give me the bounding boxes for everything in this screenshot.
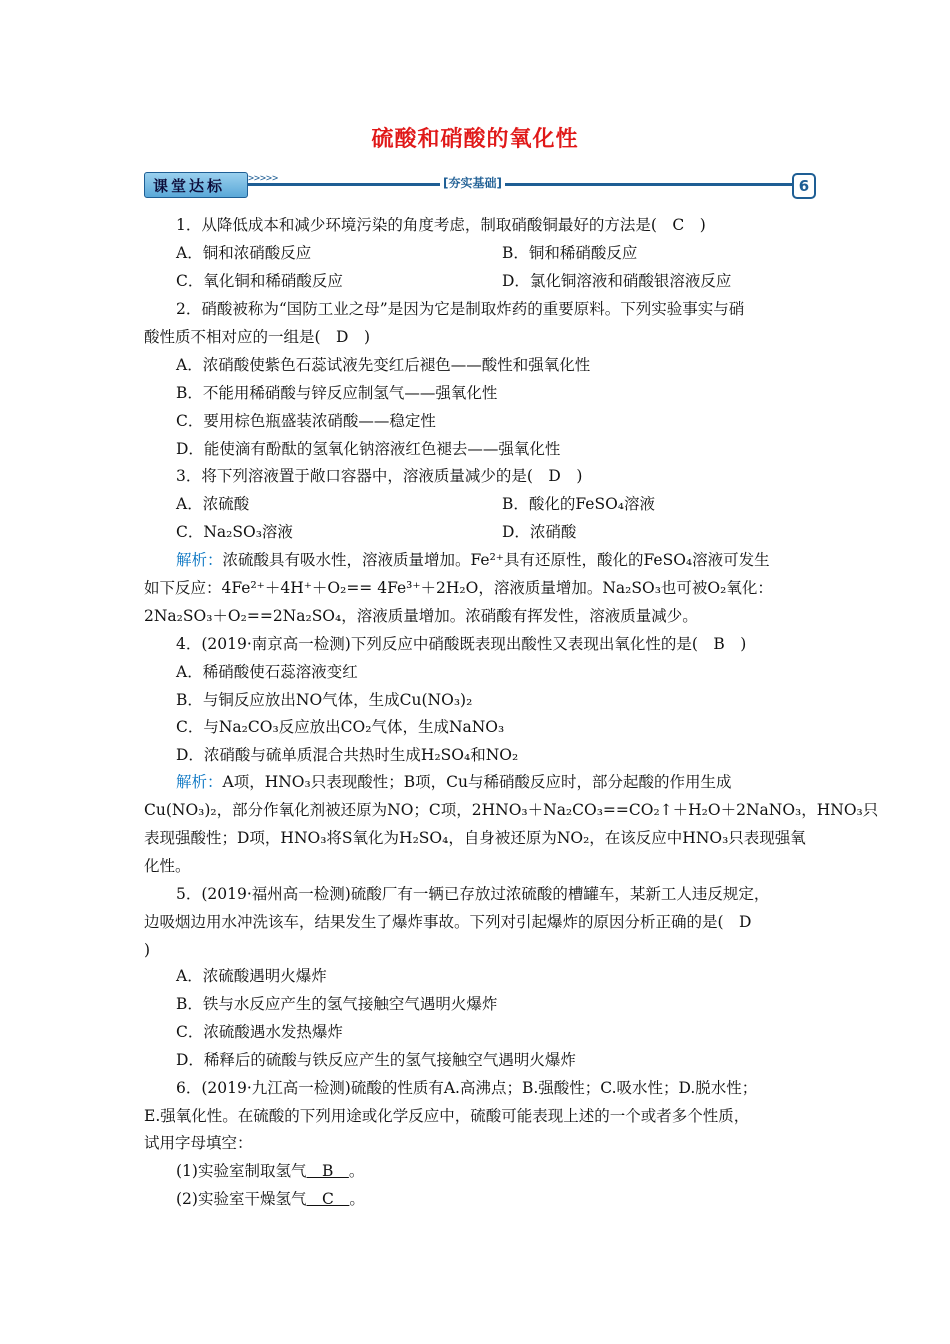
q3-explanation-line2: 如下反应：4Fe²⁺＋4H⁺＋O₂== 4Fe³⁺＋2H₂O，溶液质量增加。Na₂SO₃也可被O₂氧化： <box>144 579 773 597</box>
q3-option-b: B．酸化的FeSO₄溶液 <box>502 495 656 513</box>
section-banner <box>144 170 816 200</box>
q2-stem-line2: 酸性质不相对应的一组是( D ) <box>144 328 371 346</box>
page-title: 硫酸和硝酸的氧化性 <box>371 126 579 152</box>
page-number-badge: 6 <box>792 173 816 199</box>
q1-option-a: A．铜和浓硝酸反应 <box>176 244 312 262</box>
q1-option-b: B．铜和稀硝酸反应 <box>502 244 638 262</box>
q4-explanation-text1: A项，HNO₃只表现酸性；B项，Cu与稀硝酸反应时，部分起酸的作用生成 <box>222 773 732 791</box>
q6-part1-prompt: (1)实验室制取氢气 <box>176 1162 307 1180</box>
q6-part1-answer: B <box>306 1162 349 1180</box>
q3-explanation-text1: 浓硫酸具有吸水性，溶液质量增加。Fe²⁺具有还原性，酸化的FeSO₄溶液可发生 <box>222 551 770 569</box>
q5-stem-line1: 5．(2019·福州高一检测)硫酸厂有一辆已存放过浓硫酸的槽罐车，某新工人违反规定， <box>176 885 770 903</box>
q6-part2 <box>176 1189 365 1209</box>
q2-option-a: A．浓硝酸使紫色石蕊试液先变红后褪色——酸性和强氧化性 <box>176 356 591 374</box>
q4-explanation-line1 <box>176 772 731 792</box>
q5-option-c: C．浓硫酸遇水发热爆炸 <box>176 1023 343 1041</box>
q4-option-b: B．与铜反应放出NO气体，生成Cu(NO₃)₂ <box>176 691 473 709</box>
q2-option-c: C．要用棕色瓶盛装浓硝酸——稳定性 <box>176 412 436 430</box>
q2-option-b: B．不能用稀硝酸与锌反应制氢气——强氧化性 <box>176 384 498 402</box>
q2-stem-line1: 2．硝酸被称为“国防工业之母”是因为它是制取炸药的重要原料。下列实验事实与硝 <box>176 300 745 318</box>
q5-stem-line3: ) <box>144 941 151 959</box>
banner-tag: [夯实基础] <box>440 174 505 191</box>
q4-explanation-line2: Cu(NO₃)₂，部分作氧化剂被还原为NO；C项，2HNO₃＋Na₂CO₃==CO₂↑＋H₂O＋2NaNO₃，HNO₃只 <box>144 801 879 819</box>
q6-stem-line2: E.强氧化性。在硫酸的下列用途或化学反应中，硫酸可能表现上述的一个或者多个性质， <box>144 1107 750 1125</box>
q5-option-d: D．稀释后的硫酸与铁反应产生的氢气接触空气遇明火爆炸 <box>176 1051 576 1069</box>
q1-option-c: C．氧化铜和稀硝酸反应 <box>176 272 343 290</box>
q4-option-d: D．浓硝酸与硫单质混合共热时生成H₂SO₄和NO₂ <box>176 746 519 764</box>
q3-stem: 3．将下列溶液置于敞口容器中，溶液质量减少的是( D ) <box>176 467 583 485</box>
q6-part1-end: 。 <box>348 1162 365 1180</box>
q3-option-d: D．浓硝酸 <box>502 523 577 541</box>
q1-option-d: D．氯化铜溶液和硝酸银溶液反应 <box>502 272 732 290</box>
q4-option-a: A．稀硝酸使石蕊溶液变红 <box>176 663 358 681</box>
explanation-label: 解析： <box>176 773 223 791</box>
q6-part2-end: 。 <box>349 1190 365 1208</box>
q3-option-c: C．Na₂SO₃溶液 <box>176 523 293 541</box>
banner-label: 课堂达标 <box>153 177 226 195</box>
explanation-label: 解析： <box>176 551 223 569</box>
banner-tab <box>144 172 248 198</box>
banner-rule <box>246 183 794 186</box>
q5-stem-line2: 边吸烟边用水冲洗该车，结果发生了爆炸事故。下列对引起爆炸的原因分析正确的是( D <box>144 913 752 931</box>
q4-option-c: C．与Na₂CO₃反应放出CO₂气体，生成NaNO₃ <box>176 718 505 736</box>
q4-stem: 4．(2019·南京高一检测)下列反应中硝酸既表现出酸性又表现出氧化性的是( B ) <box>176 635 747 653</box>
q1-stem: 1．从降低成本和减少环境污染的角度考虑，制取硝酸铜最好的方法是( C ) <box>176 216 706 234</box>
banner-arrows-icon: >>>>> <box>248 173 279 184</box>
q3-explanation-line1 <box>176 550 770 570</box>
q6-part1 <box>176 1161 364 1181</box>
q3-explanation-line3: 2Na₂SO₃＋O₂==2Na₂SO₄，溶液质量增加。浓硝酸有挥发性，溶液质量减少。 <box>144 607 698 625</box>
q4-explanation-line4: 化性。 <box>144 857 191 875</box>
q6-part2-answer: C <box>306 1190 350 1208</box>
q5-option-b: B．铁与水反应产生的氢气接触空气遇明火爆炸 <box>176 995 498 1013</box>
q6-stem-line3: 试用字母填空： <box>144 1134 253 1152</box>
q6-part2-prompt: (2)实验室干燥氢气 <box>176 1190 307 1208</box>
q4-explanation-line3: 表现强酸性；D项，HNO₃将S氧化为H₂SO₄，自身被还原为NO₂，在该反应中HNO₃只表现强氧 <box>144 829 806 847</box>
q6-stem-line1: 6．(2019·九江高一检测)硫酸的性质有A.高沸点；B.强酸性；C.吸水性；D.脱水性； <box>176 1079 758 1097</box>
q5-option-a: A．浓硫酸遇明火爆炸 <box>176 967 327 985</box>
q3-option-a: A．浓硫酸 <box>176 495 250 513</box>
q2-option-d: D．能使滴有酚酞的氢氧化钠溶液红色褪去——强氧化性 <box>176 440 561 458</box>
